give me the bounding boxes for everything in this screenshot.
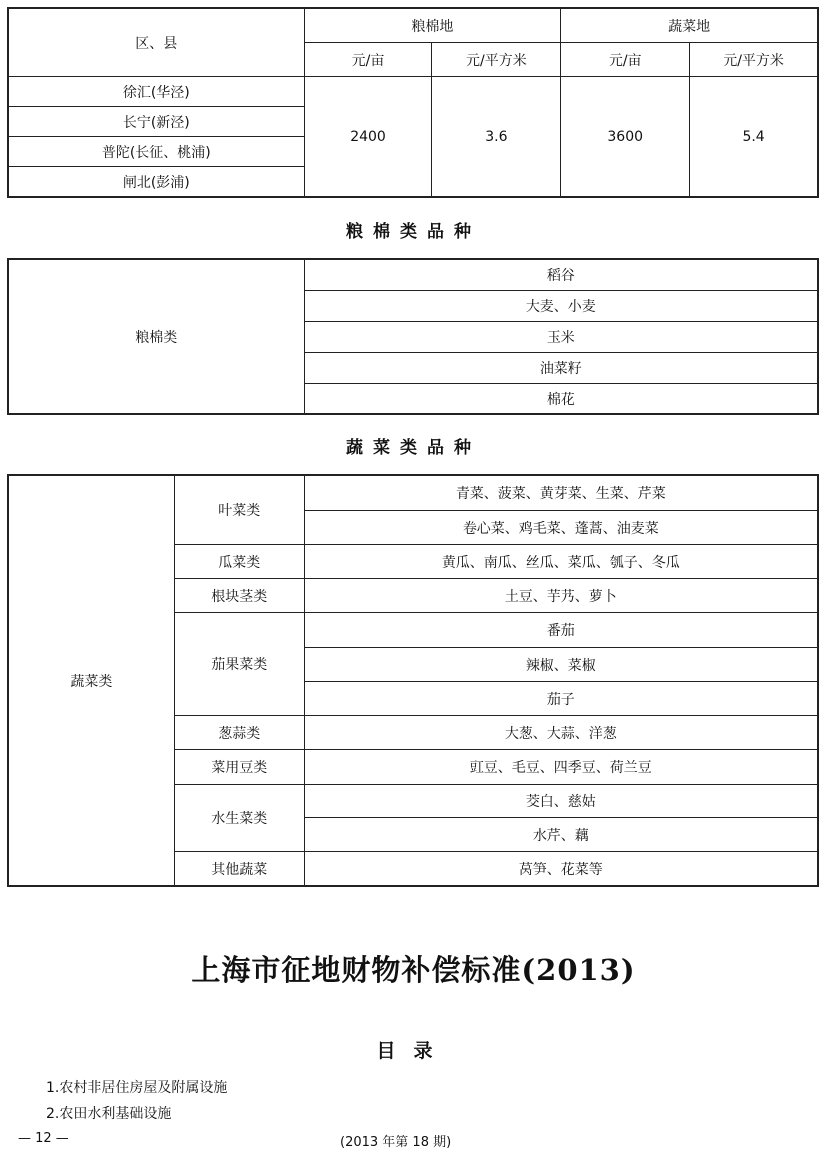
grain-item: 棉花 [304,384,817,414]
grain-per-mu-value: 2400 [304,77,432,197]
veg-item: 水芹、藕 [304,818,817,852]
toc-heading: 目录 [376,1040,451,1062]
district-cell: 普陀(长征、桃浦) [9,137,305,167]
header-grain-land: 粮棉地 [304,9,561,43]
veg-item: 土豆、芋艿、萝卜 [304,579,817,613]
unit-grain-per-sqm: 元/平方米 [432,43,561,77]
district-cell: 长宁(新泾) [9,107,305,137]
district-cell: 闸北(彭浦) [9,167,305,197]
grain-varieties-table [8,259,818,414]
grain-item: 稻谷 [304,260,817,291]
veg-per-mu-value: 3600 [561,77,690,197]
veg-item: 莴笋、花菜等 [304,852,817,886]
grain-per-sqm-value: 3.6 [432,77,561,197]
veg-group: 其他蔬菜 [174,852,304,886]
veg-category: 蔬菜类 [9,476,175,886]
veg-per-sqm-value: 5.4 [690,77,818,197]
grain-category: 粮棉类 [9,260,305,414]
grain-section-heading: 粮棉类品种 [346,222,481,242]
grain-item: 油菜籽 [304,353,817,384]
veg-item: 青菜、菠菜、黄芽菜、生菜、芹菜 [304,476,817,511]
grain-item: 玉米 [304,322,817,353]
unit-grain-per-mu: 元/亩 [304,43,432,77]
veg-item: 辣椒、菜椒 [304,648,817,682]
veg-group: 水生菜类 [174,785,304,852]
veg-group: 瓜菜类 [174,545,304,579]
district-cell: 徐汇(华泾) [9,77,305,107]
header-district: 区、县 [9,9,305,77]
veg-item: 茭白、慈姑 [304,785,817,818]
header-vegetable-land: 蔬菜地 [561,9,818,43]
page-number: — 12 — [18,1131,69,1146]
veg-group: 葱蒜类 [174,716,304,750]
veg-item: 豇豆、毛豆、四季豆、荷兰豆 [304,750,817,785]
document-title: 上海市征地财物补偿标准(2013) [191,953,636,987]
unit-veg-per-sqm: 元/平方米 [690,43,818,77]
veg-item: 番茄 [304,613,817,648]
veg-item: 卷心菜、鸡毛菜、蓬蒿、油麦菜 [304,511,817,545]
unit-veg-per-mu: 元/亩 [561,43,690,77]
veg-group: 叶菜类 [174,476,304,545]
veg-item: 黄瓜、南瓜、丝瓜、菜瓜、瓠子、冬瓜 [304,545,817,579]
veg-group: 根块茎类 [174,579,304,613]
toc-item[interactable]: 2.农田水利基础设施 [46,1106,172,1122]
veg-group: 茄果菜类 [174,613,304,716]
veg-section-heading: 蔬菜类品种 [346,438,481,458]
toc-item[interactable]: 1.农村非居住房屋及附属设施 [46,1080,228,1096]
compensation-rate-table [8,8,818,197]
grain-item: 大麦、小麦 [304,291,817,322]
veg-item: 茄子 [304,682,817,716]
veg-group: 菜用豆类 [174,750,304,785]
issue-label: (2013 年第 18 期) [340,1135,452,1150]
vegetable-varieties-table [8,475,818,886]
veg-item: 大葱、大蒜、洋葱 [304,716,817,750]
